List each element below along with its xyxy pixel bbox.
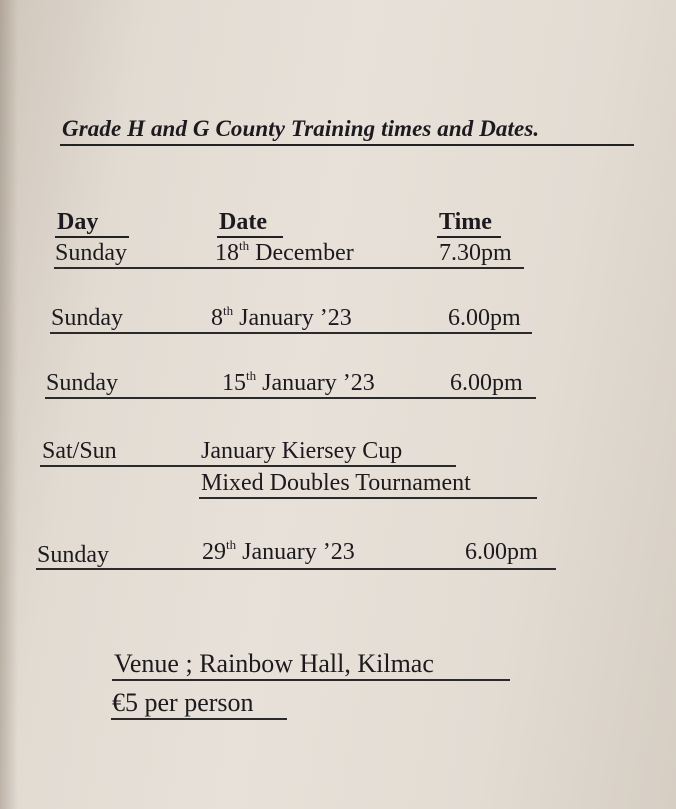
row-5-underline	[36, 568, 556, 570]
row-2-date: 8th January ’23	[211, 303, 352, 331]
price-text: €5 per person	[112, 688, 254, 717]
row-2-time: 6.00pm	[448, 305, 521, 331]
row-4-date-line-2: Mixed Doubles Tournament	[201, 470, 471, 496]
row-4-day: Sat/Sun	[42, 438, 117, 464]
venue-underline	[112, 679, 510, 681]
row-2-day: Sunday	[51, 305, 123, 331]
row-5-date: 29th January ’23	[202, 537, 355, 565]
row-2-underline	[50, 332, 532, 334]
row-3-day: Sunday	[46, 370, 118, 396]
row-5-time: 6.00pm	[465, 539, 538, 565]
header-date-underline	[217, 236, 283, 238]
header-time: Time	[439, 209, 492, 235]
row-1-date: 18th December	[215, 238, 354, 266]
header-day-underline	[55, 236, 129, 238]
header-date: Date	[219, 209, 267, 235]
price-underline	[111, 718, 287, 720]
row-5-day: Sunday	[37, 542, 109, 568]
row-3-date: 15th January ’23	[222, 368, 375, 396]
row-4-date-line-1: January Kiersey Cup	[201, 438, 403, 464]
venue-text: Venue ; Rainbow Hall, Kilmac	[114, 649, 434, 678]
row-1-day: Sunday	[55, 240, 127, 266]
row-4-underline	[40, 465, 456, 467]
row-1-underline	[54, 267, 524, 269]
header-day: Day	[57, 209, 99, 235]
title-underline	[60, 144, 634, 146]
row-4-line-2-underline	[199, 497, 537, 499]
page-edge-shadow	[0, 0, 18, 809]
document-title: Grade H and G County Training times and Dates.	[62, 116, 540, 141]
row-1-time: 7.30pm	[439, 240, 512, 266]
row-3-underline	[45, 397, 536, 399]
row-3-time: 6.00pm	[450, 370, 523, 396]
header-time-underline	[437, 236, 501, 238]
